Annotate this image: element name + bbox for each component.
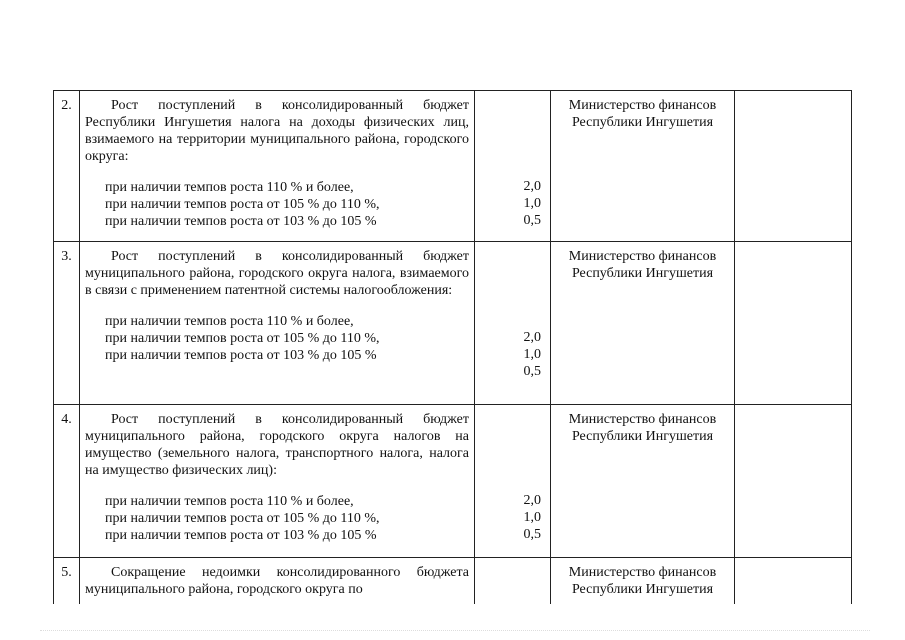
criterion-text: Рост поступлений в консолидированный бюджет Республики Ингушетия налога на доходы физических лиц, взимаемого на территории муниципального района, городского округа: bbox=[85, 98, 469, 164]
criterion-subitems bbox=[85, 313, 469, 364]
row-number: 2. bbox=[54, 91, 80, 242]
score-value: 0,5 bbox=[523, 213, 541, 228]
criteria-table bbox=[53, 90, 852, 604]
criterion-description bbox=[80, 558, 475, 605]
score-cell bbox=[475, 558, 551, 605]
score-values bbox=[475, 329, 550, 380]
score-cell bbox=[475, 242, 551, 405]
score-values bbox=[475, 492, 550, 543]
responsible-body: Министерство финансов Республики Ингушетия bbox=[551, 558, 735, 605]
criterion-description bbox=[80, 405, 475, 558]
subitem-label: при наличии темпов роста 110 % и более, bbox=[105, 314, 354, 329]
criterion-subitems bbox=[85, 493, 469, 544]
notes-cell bbox=[735, 242, 852, 405]
row-number: 4. bbox=[54, 405, 80, 558]
criterion-description bbox=[80, 242, 475, 405]
table-row bbox=[54, 91, 852, 242]
subitem-label: при наличии темпов роста 110 % и более, bbox=[105, 180, 354, 195]
table-row bbox=[54, 242, 852, 405]
scan-noise bbox=[40, 630, 870, 633]
criterion-text: Рост поступлений в консолидированный бюджет муниципального района, городского округа налогов на имущество (земельного налога, транспортного налога, налога на имущество физических лиц): bbox=[85, 412, 469, 478]
notes-cell bbox=[735, 91, 852, 242]
score-value: 1,0 bbox=[523, 196, 541, 211]
table-row bbox=[54, 405, 852, 558]
subitem-label: при наличии темпов роста от 103 % до 105 % bbox=[105, 348, 377, 363]
row-number: 5. bbox=[54, 558, 80, 605]
subitem-label: при наличии темпов роста от 105 % до 110 %, bbox=[105, 331, 380, 346]
notes-cell bbox=[735, 558, 852, 605]
score-values bbox=[475, 178, 550, 229]
subitem-label: при наличии темпов роста от 105 % до 110 %, bbox=[105, 197, 380, 212]
criterion-text: Сокращение недоимки консолидированного бюджета муниципального района, городского округа по bbox=[85, 565, 469, 597]
score-cell bbox=[475, 405, 551, 558]
row-number: 3. bbox=[54, 242, 80, 405]
notes-cell bbox=[735, 405, 852, 558]
subitem-label: при наличии темпов роста от 103 % до 105 % bbox=[105, 528, 377, 543]
subitem-label: при наличии темпов роста от 105 % до 110 %, bbox=[105, 511, 380, 526]
score-value: 2,0 bbox=[523, 493, 541, 508]
responsible-body: Министерство финансов Республики Ингушетия bbox=[551, 405, 735, 558]
responsible-body: Министерство финансов Республики Ингушетия bbox=[551, 91, 735, 242]
criterion-subitems bbox=[85, 179, 469, 230]
score-value: 0,5 bbox=[523, 527, 541, 542]
table-row bbox=[54, 558, 852, 605]
score-cell bbox=[475, 91, 551, 242]
subitem-label: при наличии темпов роста 110 % и более, bbox=[105, 494, 354, 509]
criterion-text: Рост поступлений в консолидированный бюджет муниципального района, городского округа налога, взимаемого в связи с применением патентной системы налогообложения: bbox=[85, 249, 469, 298]
score-value: 2,0 bbox=[523, 179, 541, 194]
score-value: 2,0 bbox=[523, 330, 541, 345]
score-value: 0,5 bbox=[523, 364, 541, 379]
subitem-label: при наличии темпов роста от 103 % до 105 % bbox=[105, 214, 377, 229]
responsible-body: Министерство финансов Республики Ингушетия bbox=[551, 242, 735, 405]
score-value: 1,0 bbox=[523, 347, 541, 362]
criterion-description bbox=[80, 91, 475, 242]
score-value: 1,0 bbox=[523, 510, 541, 525]
